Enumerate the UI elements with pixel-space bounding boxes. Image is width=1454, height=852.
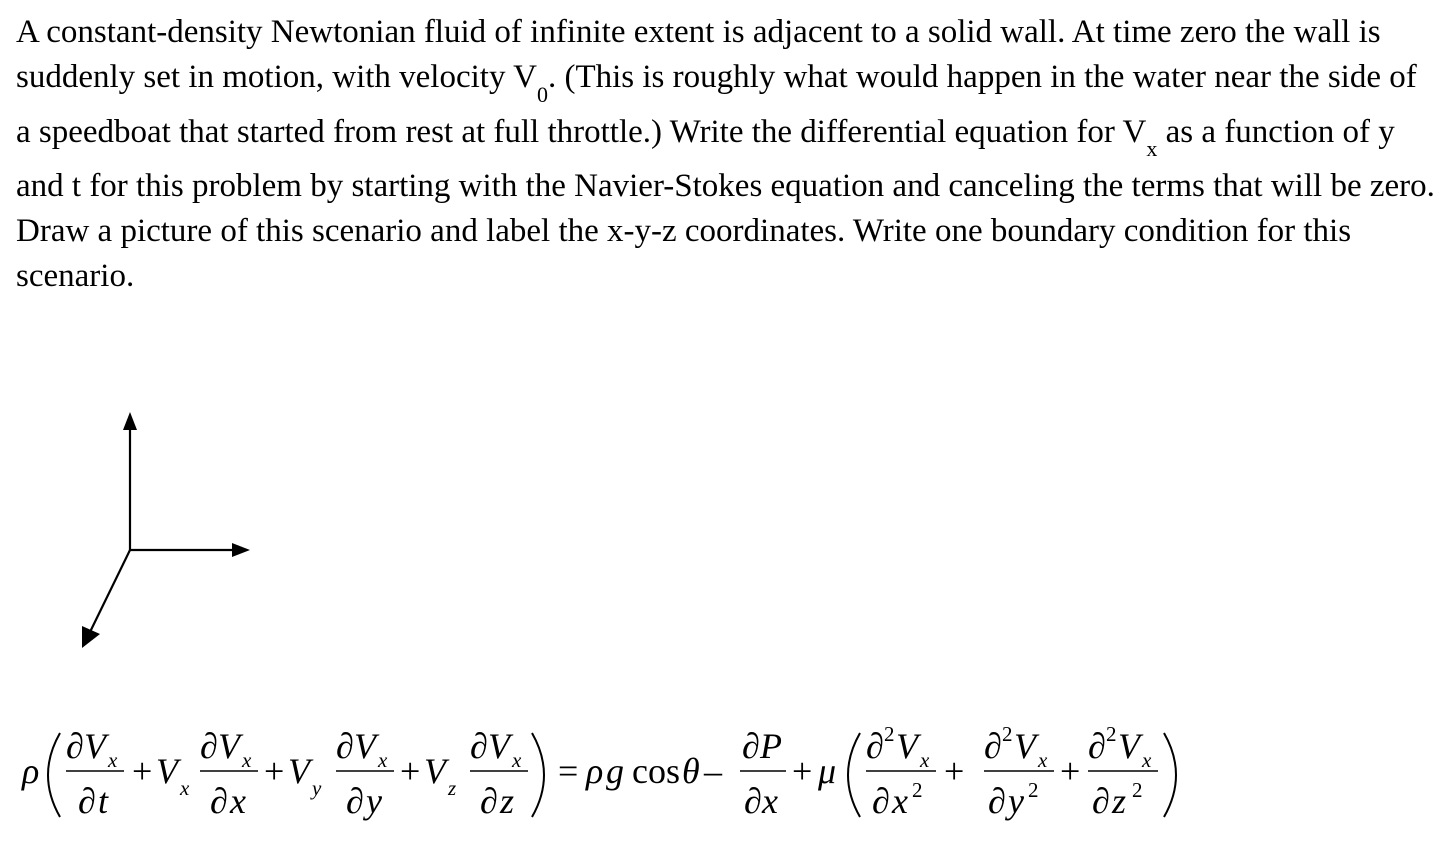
partial-sign: ∂ bbox=[988, 781, 1006, 821]
horizontal-axis-arrowhead bbox=[232, 543, 250, 557]
x-symbol: x bbox=[762, 781, 778, 821]
partial-sign: ∂ bbox=[210, 781, 228, 821]
squared-exponent: 2 bbox=[884, 722, 895, 746]
partial-sign: ∂ bbox=[346, 781, 364, 821]
x-subscript: x bbox=[920, 748, 930, 772]
squared-exponent: 2 bbox=[1106, 722, 1117, 746]
x-subscript: x bbox=[378, 748, 388, 772]
x-subscript: x bbox=[1038, 748, 1048, 772]
problem-text-2: . (This is roughly what would happen in the water near the side of a speedboat that started from rest at full throttle.) Write the differential equation for V bbox=[16, 59, 1417, 150]
cos-function: cos bbox=[632, 751, 680, 791]
subscript-0: 0 bbox=[536, 81, 548, 107]
z-symbol: z bbox=[1112, 781, 1127, 821]
z-symbol: z bbox=[500, 781, 515, 821]
squared-exponent: 2 bbox=[1002, 722, 1013, 746]
theta-symbol: θ bbox=[682, 751, 700, 791]
problem-text-3: as a function of y and t for this problem by starting with the Navier-Stokes equation and canceling the terms that will be zero. Draw a picture of this scenario and label the x-y-z coordinates. Write one boundary condition for this scenario. bbox=[16, 113, 1435, 295]
squared-exponent: 2 bbox=[1028, 778, 1039, 802]
velocity-symbol: V bbox=[424, 751, 446, 791]
plus-sign: + bbox=[132, 751, 153, 791]
velocity-symbol: V bbox=[84, 726, 106, 766]
rho-symbol: ρ bbox=[586, 751, 604, 791]
partial-sign: ∂ bbox=[1092, 781, 1110, 821]
partial-sign: ∂ bbox=[78, 781, 96, 821]
velocity-symbol: V bbox=[218, 726, 240, 766]
velocity-symbol: V bbox=[354, 726, 376, 766]
plus-sign: + bbox=[1060, 751, 1081, 791]
x-subscript: x bbox=[180, 776, 190, 800]
problem-text-1: A constant-density Newtonian fluid of infinite extent is adjacent to a solid wall. At time zero the wall is suddenly set in motion, with velocity V bbox=[16, 14, 1381, 95]
x-subscript: x bbox=[1142, 748, 1152, 772]
squared-exponent: 2 bbox=[912, 778, 923, 802]
g-symbol: g bbox=[606, 751, 624, 791]
partial-sign: ∂ bbox=[866, 726, 884, 766]
right-paren-close bbox=[1164, 733, 1176, 817]
plus-sign: + bbox=[944, 751, 965, 791]
right-paren-open bbox=[848, 733, 860, 817]
rho-symbol: ρ bbox=[22, 751, 40, 791]
velocity-symbol: V bbox=[488, 726, 510, 766]
partial-sign: ∂ bbox=[66, 726, 84, 766]
navier-stokes-equation bbox=[0, 715, 1200, 835]
diagonal-axis bbox=[90, 550, 130, 632]
velocity-symbol: V bbox=[1118, 726, 1140, 766]
partial-sign: ∂ bbox=[336, 726, 354, 766]
plus-sign: + bbox=[264, 751, 285, 791]
x-symbol: x bbox=[230, 781, 246, 821]
x-subscript: x bbox=[242, 748, 252, 772]
minus-sign: – bbox=[704, 751, 722, 791]
x-subscript: x bbox=[512, 748, 522, 772]
t-symbol: t bbox=[98, 781, 109, 821]
coordinate-axes-drawing bbox=[60, 400, 290, 660]
partial-sign: ∂ bbox=[200, 726, 218, 766]
partial-sign: ∂ bbox=[984, 726, 1002, 766]
pressure-symbol: P bbox=[760, 726, 782, 766]
problem-statement bbox=[16, 10, 1436, 299]
y-subscript: y bbox=[312, 776, 322, 800]
partial-sign: ∂ bbox=[470, 726, 488, 766]
y-symbol: y bbox=[366, 781, 382, 821]
velocity-symbol: V bbox=[288, 751, 310, 791]
partial-sign: ∂ bbox=[742, 726, 760, 766]
x-symbol: x bbox=[892, 781, 908, 821]
left-paren-open bbox=[48, 733, 60, 817]
vertical-axis-arrowhead bbox=[123, 412, 137, 430]
x-subscript: x bbox=[108, 748, 118, 772]
partial-sign: ∂ bbox=[872, 781, 890, 821]
partial-sign: ∂ bbox=[744, 781, 762, 821]
partial-sign: ∂ bbox=[480, 781, 498, 821]
velocity-symbol: V bbox=[896, 726, 918, 766]
partial-sign: ∂ bbox=[1088, 726, 1106, 766]
subscript-x: x bbox=[1146, 136, 1158, 162]
mu-symbol: μ bbox=[818, 751, 837, 791]
squared-exponent: 2 bbox=[1132, 778, 1143, 802]
z-subscript: z bbox=[448, 776, 457, 800]
plus-sign: + bbox=[792, 751, 813, 791]
plus-sign: + bbox=[400, 751, 421, 791]
equals-sign: = bbox=[558, 751, 579, 791]
velocity-symbol: V bbox=[1014, 726, 1036, 766]
y-symbol: y bbox=[1008, 781, 1024, 821]
velocity-symbol: V bbox=[156, 751, 178, 791]
left-paren-close bbox=[532, 733, 544, 817]
